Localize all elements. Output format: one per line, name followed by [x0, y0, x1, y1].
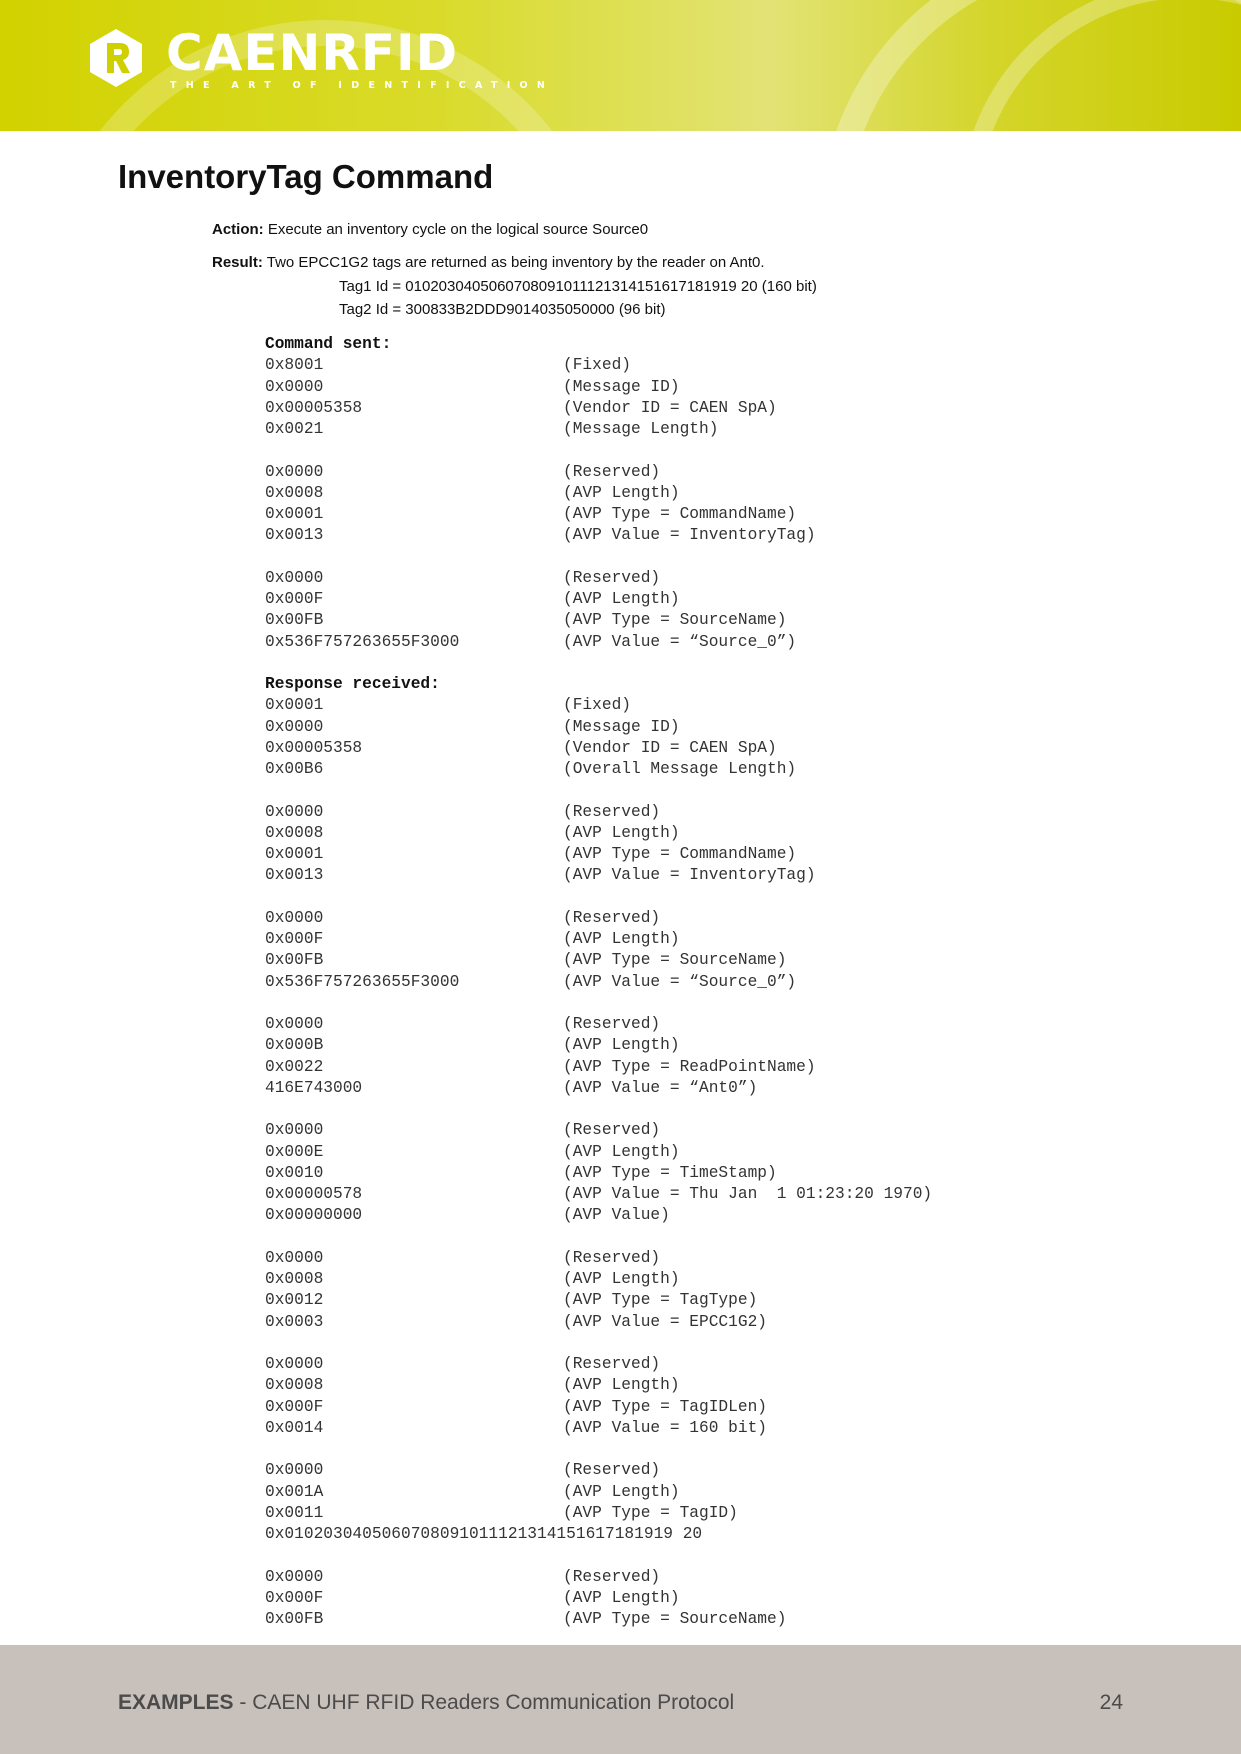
hex-value: 0x0000 — [265, 1121, 324, 1140]
code-line — [265, 1567, 1025, 1588]
code-line — [265, 355, 1025, 376]
page-footer — [0, 1645, 1241, 1754]
hex-value: 0x00B6 — [265, 760, 324, 778]
field-description: (Fixed) — [563, 356, 631, 375]
hex-value: 0x0014 — [265, 1418, 324, 1437]
code-blank-line — [265, 1099, 1025, 1120]
hex-value: 0x000F — [265, 930, 324, 948]
hex-value: 0x000E — [265, 1142, 324, 1161]
action-text: Execute an inventory cycle on the logical source Source0 — [263, 221, 649, 238]
code-blank-line — [265, 547, 1025, 568]
footer-title — [118, 1691, 734, 1715]
field-description: (AVP Value = 160 bit) — [563, 1418, 767, 1437]
field-description: (Reserved) — [563, 462, 661, 481]
code-line — [265, 1184, 1025, 1205]
field-description: (AVP Value = “Source_0”) — [563, 972, 797, 991]
field-description: (AVP Length) — [563, 823, 680, 842]
code-blank-line — [265, 1545, 1025, 1566]
field-description: (AVP Type = ReadPointName) — [563, 1057, 816, 1076]
field-description: (Reserved) — [563, 1461, 661, 1480]
hex-value: 0x0000 — [265, 1355, 324, 1373]
code-blank-line — [265, 887, 1025, 908]
hex-value: 0x0001 — [265, 845, 324, 863]
code-line — [265, 419, 1025, 440]
hex-value: 0x000F — [265, 590, 324, 608]
footer-doc-title: - CAEN UHF RFID Readers Communication Protocol — [233, 1691, 735, 1714]
field-description: (AVP Type = TagID) — [563, 1503, 738, 1522]
hex-value: 0x00000578 — [265, 1185, 363, 1203]
field-description: (AVP Length) — [563, 1376, 680, 1395]
code-line — [265, 1014, 1025, 1035]
hex-value: 0x0000 — [265, 568, 324, 587]
hex-value: 0x0000 — [265, 717, 324, 736]
code-line — [265, 802, 1025, 823]
code-listing — [265, 334, 1025, 1630]
code-line — [265, 377, 1025, 398]
hex-value: 0x0000 — [265, 462, 324, 481]
field-description: (Vendor ID = CAEN SpA) — [563, 398, 777, 417]
code-line — [265, 504, 1025, 525]
code-blank-line — [265, 440, 1025, 461]
field-description: (Reserved) — [563, 568, 661, 587]
field-description: (AVP Length) — [563, 590, 680, 608]
hex-value: 0x0008 — [265, 1376, 324, 1395]
hex-value: 0x536F757263655F3000 — [265, 632, 460, 651]
code-line — [265, 589, 1025, 610]
code-line — [265, 1503, 1025, 1524]
field-description: (AVP Length) — [563, 1036, 680, 1055]
code-blank-line — [265, 780, 1025, 801]
code-line — [265, 1460, 1025, 1481]
code-line — [265, 950, 1025, 971]
code-line — [265, 483, 1025, 504]
code-heading-text: Command sent: — [265, 335, 392, 353]
field-description: (AVP Length) — [563, 483, 680, 502]
field-description: (Reserved) — [563, 1567, 661, 1586]
hex-value: 0x0022 — [265, 1057, 324, 1076]
code-line — [265, 1312, 1025, 1333]
field-description: (AVP Type = TagType) — [563, 1291, 758, 1310]
field-description: (AVP Length) — [563, 930, 680, 948]
code-line — [265, 1120, 1025, 1141]
code-line — [265, 1354, 1025, 1375]
field-description: (AVP Length) — [563, 1142, 680, 1161]
code-line — [265, 908, 1025, 929]
code-heading — [265, 674, 1025, 695]
hex-value: 0x536F757263655F3000 — [265, 972, 460, 991]
code-line — [265, 1078, 1025, 1099]
field-description: (Reserved) — [563, 908, 661, 927]
code-heading-text: Response received: — [265, 675, 440, 693]
hex-value: 0x0003 — [265, 1312, 324, 1331]
code-line — [265, 865, 1025, 886]
code-line — [265, 1248, 1025, 1269]
hex-value: 0x0000 — [265, 908, 324, 927]
field-description: (AVP Value = “Ant0”) — [563, 1078, 758, 1097]
field-description: (AVP Type = TimeStamp) — [563, 1163, 777, 1182]
hex-value: 0x000B — [265, 1036, 324, 1055]
code-line — [265, 568, 1025, 589]
code-line — [265, 1269, 1025, 1290]
code-line — [265, 1142, 1025, 1163]
hex-value: 0x0013 — [265, 866, 324, 885]
code-blank-line — [265, 1439, 1025, 1460]
field-description: (AVP Value = InventoryTag) — [563, 526, 816, 545]
code-line — [265, 1375, 1025, 1396]
code-line — [265, 398, 1025, 419]
code-line — [265, 1290, 1025, 1311]
hex-value: 416E743000 — [265, 1078, 363, 1097]
field-description: (Vendor ID = CAEN SpA) — [563, 738, 777, 757]
field-description: (Overall Message Length) — [563, 760, 797, 778]
field-description: (AVP Type = SourceName) — [563, 611, 787, 630]
hex-value: 0x0021 — [265, 420, 324, 438]
field-description: (Message Length) — [563, 420, 719, 438]
hex-value: 0x00000000 — [265, 1206, 363, 1225]
field-description: (Message ID) — [563, 717, 680, 736]
hex-value: 0x000F — [265, 1588, 324, 1607]
hex-value: 0x8001 — [265, 356, 324, 375]
code-line — [265, 1482, 1025, 1503]
code-line — [265, 929, 1025, 950]
field-description: (Fixed) — [563, 696, 631, 715]
code-line — [265, 717, 1025, 738]
hex-value: 0x0000 — [265, 1248, 324, 1267]
field-description: (Reserved) — [563, 1355, 661, 1373]
hex-value: 0x0000 — [265, 1015, 324, 1033]
hex-value: 0x0000 — [265, 1461, 324, 1480]
code-line — [265, 1163, 1025, 1184]
code-line — [265, 1205, 1025, 1226]
code-line — [265, 695, 1025, 716]
field-description: (AVP Type = TagIDLen) — [563, 1397, 767, 1416]
code-line — [265, 462, 1025, 483]
code-line — [265, 1057, 1025, 1078]
hex-value: 0x0102030405060708091011121314151617181919 20 — [265, 1525, 703, 1543]
field-description: (Reserved) — [563, 1248, 661, 1267]
tag2-id: Tag2 Id = 300833B2DDD9014035050000 (96 bit) — [339, 301, 666, 318]
code-line — [265, 1418, 1025, 1439]
hex-value: 0x00FB — [265, 951, 324, 970]
hex-value: 0x0011 — [265, 1503, 324, 1522]
hex-value: 0x0008 — [265, 823, 324, 842]
hex-value: 0x00FB — [265, 1610, 324, 1628]
field-description: (AVP Length) — [563, 1482, 680, 1501]
hex-value: 0x0000 — [265, 377, 324, 396]
code-blank-line — [265, 653, 1025, 674]
code-line — [265, 1035, 1025, 1056]
field-description: (Reserved) — [563, 802, 661, 821]
field-description: (Reserved) — [563, 1121, 661, 1140]
hex-value: 0x0000 — [265, 802, 324, 821]
action-line — [212, 219, 648, 241]
code-line — [265, 823, 1025, 844]
code-blank-line — [265, 1227, 1025, 1248]
code-line — [265, 1609, 1025, 1630]
field-description: (AVP Value = Thu Jan 1 01:23:20 1970) — [563, 1185, 933, 1203]
code-line — [265, 972, 1025, 993]
code-line — [265, 525, 1025, 546]
result-label: Result: — [212, 254, 263, 271]
logo-wordmark: CAENRFID — [166, 24, 459, 82]
hex-value: 0x0000 — [265, 1567, 324, 1586]
hex-value: 0x0001 — [265, 505, 324, 523]
field-description: (AVP Value = “Source_0”) — [563, 632, 797, 651]
hex-value: 0x00FB — [265, 611, 324, 630]
code-blank-line — [265, 1333, 1025, 1354]
field-description: (AVP Type = SourceName) — [563, 951, 787, 970]
field-description: (AVP Type = CommandName) — [563, 845, 797, 863]
hex-value: 0x0001 — [265, 696, 324, 715]
result-line — [212, 252, 765, 274]
code-line — [265, 844, 1025, 865]
field-description: (AVP Length) — [563, 1270, 680, 1288]
code-heading — [265, 334, 1025, 355]
hex-value: 0x0013 — [265, 526, 324, 545]
code-blank-line — [265, 993, 1025, 1014]
hex-value: 0x0010 — [265, 1163, 324, 1182]
field-description: (AVP Value = InventoryTag) — [563, 866, 816, 885]
logo-mark-icon — [88, 27, 144, 89]
code-line — [265, 1588, 1025, 1609]
code-line — [265, 759, 1025, 780]
hex-value: 0x00005358 — [265, 398, 363, 417]
code-line — [265, 632, 1025, 653]
field-description: (Reserved) — [563, 1015, 661, 1033]
hex-value: 0x001A — [265, 1482, 324, 1501]
code-line — [265, 1524, 1025, 1545]
hex-value: 0x0008 — [265, 483, 324, 502]
code-line — [265, 1397, 1025, 1418]
field-description: (AVP Value = EPCC1G2) — [563, 1312, 767, 1331]
action-label: Action: — [212, 221, 264, 238]
logo-tagline: THE ART OF IDENTIFICATION — [170, 80, 555, 91]
hex-value: 0x0012 — [265, 1291, 324, 1310]
page-header — [0, 0, 1241, 131]
code-line — [265, 610, 1025, 631]
field-description: (AVP Value) — [563, 1206, 670, 1225]
field-description: (AVP Length) — [563, 1588, 680, 1607]
field-description: (AVP Type = CommandName) — [563, 505, 797, 523]
tag1-id: Tag1 Id = 0102030405060708091011121314151617181919 20 (160 bit) — [339, 278, 817, 295]
footer-section: EXAMPLES — [118, 1691, 234, 1714]
field-description: (Message ID) — [563, 377, 680, 396]
hex-value: 0x0008 — [265, 1270, 324, 1288]
page-number: 24 — [1099, 1691, 1123, 1714]
page-title: InventoryTag Command — [118, 158, 494, 195]
hex-value: 0x00005358 — [265, 738, 363, 757]
field-description: (AVP Type = SourceName) — [563, 1610, 787, 1628]
hex-value: 0x000F — [265, 1397, 324, 1416]
result-text: Two EPCC1G2 tags are returned as being inventory by the reader on Ant0. — [262, 254, 765, 271]
code-line — [265, 738, 1025, 759]
